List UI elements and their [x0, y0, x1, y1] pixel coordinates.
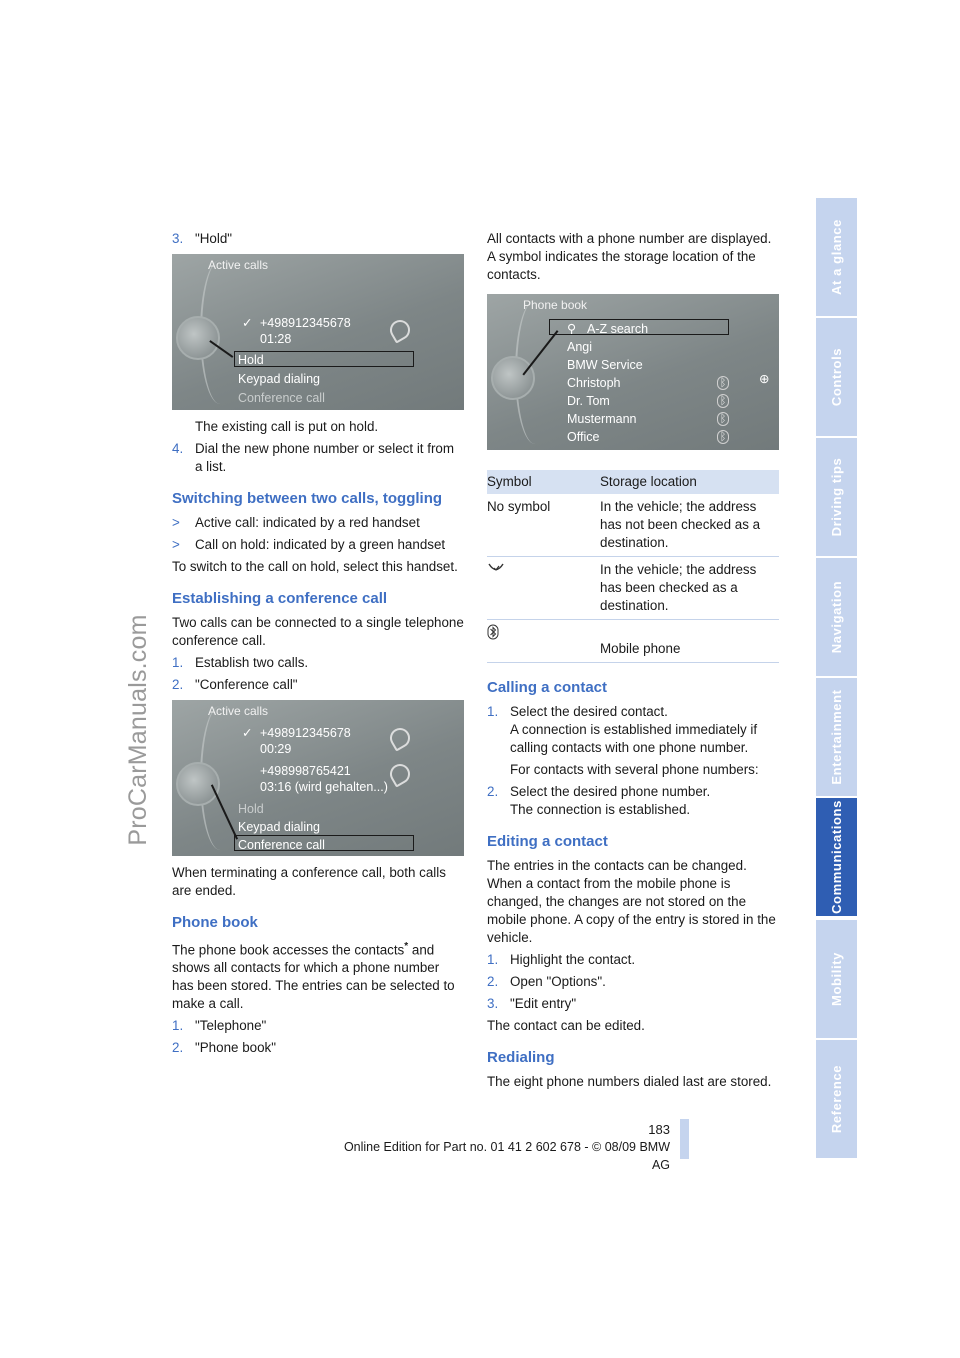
plus-icon: ⊕ [759, 372, 770, 386]
check-icon: ✓ [242, 726, 253, 740]
handset-icon [386, 760, 413, 787]
step-number: 2. [487, 784, 499, 799]
tab-at-a-glance[interactable]: At a glance [816, 198, 857, 316]
call-time: 03:16 (wird gehalten...) [260, 780, 388, 794]
tab-driving-tips[interactable]: Driving tips [816, 438, 857, 556]
menu-item-keypad: Keypad dialing [238, 372, 321, 386]
highlight-box [234, 351, 414, 367]
symbol-cell [487, 620, 600, 663]
page-marker [680, 1119, 689, 1159]
step-subtext: The connection is established. [510, 802, 691, 817]
table-header-row [487, 470, 779, 494]
conference-text: Two calls can be connected to a single telephone conference call. [172, 615, 464, 648]
calling-heading: Calling a contact [487, 679, 608, 696]
menu-item-hold: Hold [238, 353, 264, 367]
step-number: 2. [172, 1040, 184, 1056]
page-number: 183 [648, 1122, 670, 1137]
contact-item: Mustermann [567, 412, 637, 426]
table-row [487, 620, 779, 663]
conference-heading: Establishing a conference call [172, 590, 388, 607]
screen-title: Active calls [208, 258, 269, 272]
step-select-contact [487, 703, 779, 757]
tab-controls[interactable]: Controls [816, 318, 857, 436]
redialing-heading: Redialing [487, 1049, 555, 1066]
toggle-text: To switch to the call on hold, select this handset. [172, 559, 458, 574]
screen-title: Phone book [523, 298, 588, 312]
symbol-table [487, 470, 779, 663]
menu-item-keypad: Keypad dialing [238, 820, 321, 834]
left-column [172, 230, 464, 1061]
step-text: Open "Options". [510, 974, 606, 989]
step-highlight [487, 951, 779, 969]
phonebook-heading: Phone book [172, 914, 258, 931]
call-number: +498912345678 [260, 726, 351, 740]
bullet-item [172, 514, 464, 532]
step-text: "Hold" [195, 231, 233, 246]
right-column [487, 230, 779, 1095]
step-text: "Phone book" [195, 1040, 276, 1056]
step-text: "Edit entry" [510, 996, 577, 1011]
symbol-cell: No symbol [487, 494, 600, 557]
step-establish [172, 654, 464, 672]
check-icon: ✓ [242, 316, 253, 330]
step-dial [172, 440, 464, 476]
phonebook-screenshot [487, 294, 779, 450]
conference-end-text: When terminating a conference call, both calls are ended. [172, 865, 446, 898]
chapter-tabs [816, 198, 857, 1160]
location-cell: In the vehicle; the address has been checked as a destination. [600, 557, 779, 620]
bullet-item [172, 536, 464, 554]
editing-text: The entries in the contacts can be changed. When a contact from the mobile phone is changed, the changes are not stored on the mobile phone. A copy of the entry is stored in the vehicle. [487, 858, 776, 945]
location-cell: Mobile phone [600, 620, 779, 663]
step-text: "Telephone" [195, 1018, 267, 1034]
step-hold [172, 230, 464, 248]
step-number: 3. [172, 231, 184, 246]
menu-item-hold: Hold [238, 802, 264, 816]
tab-mobility[interactable]: Mobility [816, 920, 857, 1038]
step-number: 1. [487, 952, 499, 967]
phonebook-text [172, 938, 464, 1013]
controller-dial-icon [491, 356, 535, 400]
step-number: 4. [172, 441, 184, 456]
bullet-mark: > [172, 537, 180, 552]
highlight-box [234, 835, 414, 851]
contact-item: Office [567, 430, 600, 444]
active-calls-screenshot [172, 254, 464, 410]
bullet-text: Active call: indicated by a red handset [195, 515, 420, 530]
bullet-mark: > [172, 515, 180, 530]
contact-item: Christoph [567, 376, 621, 390]
contact-item: BMW Service [567, 358, 643, 372]
menu-item-conference: Conference call [238, 391, 325, 405]
editing-heading: Editing a contact [487, 833, 608, 850]
step-select-number [487, 783, 779, 819]
step-phonebook [172, 1039, 464, 1057]
step-number: 1. [172, 655, 184, 670]
call-time: 00:29 [260, 742, 292, 756]
bluetooth-icon: ᛒ [717, 394, 729, 408]
contact-item: Angi [567, 340, 593, 354]
step-text: Select the desired contact. [510, 704, 668, 719]
call-number: +498912345678 [260, 316, 351, 330]
step-conference [172, 676, 464, 694]
controller-dial-icon [176, 316, 220, 360]
step-number: 3. [487, 996, 499, 1011]
optional-star: * [404, 941, 409, 952]
table-row [487, 557, 779, 620]
step-edit-entry [487, 995, 779, 1013]
tab-reference[interactable]: Reference [816, 1040, 857, 1158]
step-number: 1. [487, 704, 499, 719]
step-telephone [172, 1017, 464, 1035]
az-search: A-Z search [587, 322, 649, 336]
call-number: +498998765421 [260, 764, 351, 778]
step-options [487, 973, 779, 991]
controller-dial-icon [176, 762, 220, 806]
search-icon: ⚲ [567, 322, 577, 336]
toggle-heading: Switching between two calls, toggling [172, 490, 443, 507]
tab-navigation[interactable]: Navigation [816, 558, 857, 676]
step-number: 2. [172, 677, 184, 692]
step-text: "Conference call" [195, 677, 298, 692]
column-header: Symbol [487, 470, 600, 494]
footer-text: Online Edition for Part no. 01 41 2 602 678 - © 08/09 BMW AG [343, 1140, 670, 1172]
bullet-text: Call on hold: indicated by a green handset [195, 537, 446, 552]
step-number: 1. [172, 1018, 184, 1034]
bluetooth-icon: ᛒ [717, 430, 729, 444]
tab-communications[interactable]: Communications [816, 798, 857, 916]
editing-end: The contact can be edited. [487, 1018, 645, 1033]
step-text: Highlight the contact. [510, 952, 636, 967]
handset-icon [386, 316, 413, 343]
column-header: Storage location [600, 470, 779, 494]
watermark: ProCarManuals.com [124, 614, 152, 846]
menu-item-conference: Conference call [238, 838, 325, 852]
hold-result: The existing call is put on hold. [195, 419, 379, 434]
call-time: 01:28 [260, 332, 292, 346]
phonebook-text-a: The phone book accesses the contacts [172, 942, 405, 958]
phonebook-text-b: and shows all contacts for which a phone number has been stored. The entries can be selected to make a call. [172, 942, 455, 1012]
conference-screenshot [172, 700, 464, 856]
step-number: 2. [487, 974, 499, 989]
step-text: Dial the new phone number or select it from a list. [195, 441, 455, 474]
several-numbers-text: For contacts with several phone numbers: [510, 762, 759, 777]
step-subtext: A connection is established immediately if calling contacts with one phone number. [510, 722, 758, 755]
screen-title: Active calls [208, 704, 269, 718]
bluetooth-icon: ᛒ [717, 412, 729, 426]
step-text: Establish two calls. [195, 655, 309, 670]
destination-checked-icon [487, 561, 505, 575]
contact-item: Dr. Tom [567, 394, 610, 408]
location-cell: In the vehicle; the address has not been checked as a destination. [600, 494, 779, 557]
tab-entertainment[interactable]: Entertainment [816, 678, 857, 796]
highlight-box [549, 319, 729, 335]
mobile-phone-icon [487, 624, 499, 640]
bluetooth-icon: ᛒ [717, 376, 729, 390]
table-row [487, 494, 779, 557]
symbol-cell [487, 557, 600, 620]
contacts-intro: All contacts with a phone number are displayed. A symbol indicates the storage location of the contacts. [487, 231, 772, 282]
step-text: Select the desired phone number. [510, 784, 711, 799]
handset-icon [386, 724, 413, 751]
redialing-text: The eight phone numbers dialed last are stored. [487, 1074, 772, 1089]
